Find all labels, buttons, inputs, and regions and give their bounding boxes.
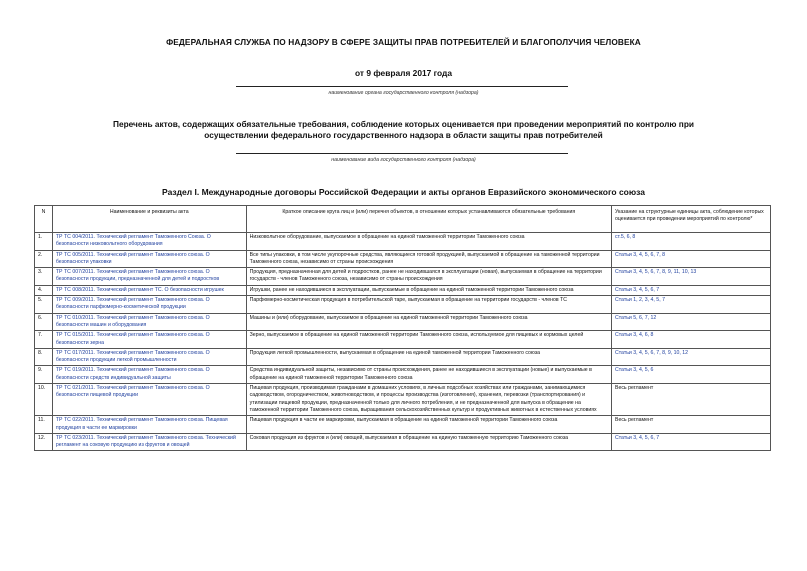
act-description: Парфюмерно-косметическая продукция в потребительской таре, выпускаемая в обращение на территории государств - членов ТС	[246, 296, 611, 314]
act-description: Зерно, выпускаемое в обращение на единой таможенной территории Таможенного союза, используемое для пищевых и кормовых целей	[246, 331, 611, 349]
act-link[interactable]: ТР ТС 004/2011. Технический регламент Таможенного Союза. О безопасности низковольтного оборудования	[52, 233, 246, 251]
act-link[interactable]: ТР ТС 005/2011. Технический регламент Таможенного союза. О безопасности упаковки	[52, 250, 246, 268]
structural-units[interactable]: Статьи 3, 4, 5, 6, 7	[611, 285, 770, 295]
row-number: 5.	[35, 296, 53, 314]
row-number: 10.	[35, 384, 53, 416]
underline-divider	[236, 153, 568, 154]
act-link[interactable]: ТР ТС 015/2011. Технический регламент Таможенного союза. О безопасности зерна	[52, 331, 246, 349]
act-description: Игрушки, ранее не находившиеся в эксплуатации, выпускаемые в обращение на единой таможенной территории Таможенного союза	[246, 285, 611, 295]
table-row	[35, 285, 771, 295]
agency-title: ФЕДЕРАЛЬНАЯ СЛУЖБА ПО НАДЗОРУ В СФЕРЕ ЗАЩИТЫ ПРАВ ПОТРЕБИТЕЛЕЙ И БЛАГОПОЛУЧИЯ ЧЕЛОВЕКА	[166, 37, 641, 47]
act-description: Машины и (или) оборудование, выпускаемое в обращение на единой таможенной территории Таможенного союза	[246, 313, 611, 331]
row-number: 11.	[35, 416, 53, 434]
structural-units[interactable]: Статьи 3, 4, 6, 8	[611, 331, 770, 349]
table-row	[35, 296, 771, 314]
row-number: 12.	[35, 433, 53, 451]
column-header-structural-units: Указание на структурные единицы акта, соблюдение которых оценивается при проведении мероприятий по контролю*	[611, 206, 770, 233]
row-number: 9.	[35, 366, 53, 384]
list-title: Перечень актов, содержащих обязательные требования, соблюдение которых оценивается при проведении мероприятий по контролю при осуществлении федерального государственного надзора в области защиты прав потребителей	[113, 119, 694, 140]
table-header-row	[35, 206, 771, 233]
column-header-number: N	[35, 206, 53, 233]
row-number: 3.	[35, 268, 53, 286]
structural-units: Весь регламент	[611, 384, 770, 416]
act-description: Пищевая продукция в части ее маркировки, выпускаемая в обращение на единой таможенной территории Таможенного союза	[246, 416, 611, 434]
row-number: 6.	[35, 313, 53, 331]
act-link[interactable]: ТР ТС 019/2011. Технический регламент Таможенного союза. О безопасности средств индивидуальной защиты	[52, 366, 246, 384]
table-row	[35, 384, 771, 416]
structural-units[interactable]: ст.5, 6, 8	[611, 233, 770, 251]
table-row	[35, 313, 771, 331]
act-description: Средства индивидуальной защиты, независимо от страны происхождения, ранее не находившиеся в эксплуатации (новые) и выпускаемые в обращение на единой таможенной территории Таможенного союза	[246, 366, 611, 384]
column-header-description: Краткое описание круга лиц и (или) перечня объектов, в отношении которых устанавливаются обязательные требования	[246, 206, 611, 233]
act-link[interactable]: ТР ТС 008/2011. Технический регламент ТС. О безопасности игрушек	[52, 285, 246, 295]
act-link[interactable]: ТР ТС 023/2011. Технический регламент Таможенного союза. Технический регламент на соковую продукцию из фруктов и овощей	[52, 433, 246, 451]
act-link[interactable]: ТР ТС 007/2011. Технический регламент Таможенного союза. О безопасности продукции, предназначенной для детей и подростков	[52, 268, 246, 286]
act-description: Продукция, предназначенная для детей и подростков, ранее не находившаяся в эксплуатации (новая), выпускаемая в обращение на территории государств - членов Таможенного союза, независимо от страны происхождения	[246, 268, 611, 286]
control-type-caption: наименование вида государственного контроля (надзора)	[331, 157, 476, 163]
act-description: Соковая продукция из фруктов и (или) овощей, выпускаемая в обращение на единую таможенную территорию Таможенного союза	[246, 433, 611, 451]
row-number: 1.	[35, 233, 53, 251]
agency-caption: наименование органа государственного контроля (надзора)	[328, 90, 479, 96]
table-row	[35, 366, 771, 384]
structural-units[interactable]: Статьи 3, 4, 5, 6, 7	[611, 433, 770, 451]
act-description: Пищевая продукция, производимая гражданами в домашних условиях, в личных подсобных хозяйствах или гражданами, занимающимися садоводством, огородничеством, животноводством, и процессы производства (изготовления), хранения, перевозки (транспортирования) и утилизации пищевой продукции, предназначенной только для личного потребления, и не предназначенной для выпуска в обращение на таможенной территории Таможенного союза, выращивания сельскохозяйственных культур и продуктивных животных в естественных условиях	[246, 384, 611, 416]
act-link[interactable]: ТР ТС 021/2011. Технический регламент Таможенного союза. О безопасности пищевой продукции	[52, 384, 246, 416]
act-description: Все типы упаковки, в том числе укупорочные средства, являющиеся готовой продукцией, выпускаемой в обращение на таможенной территории Таможенного союза, независимо от страны происхождения	[246, 250, 611, 268]
table-row	[35, 268, 771, 286]
act-description: Низковольтное оборудование, выпускаемое в обращение на единой таможенной территории Таможенного союза	[246, 233, 611, 251]
act-link[interactable]: ТР ТС 022/2011. Технический регламент Таможенного союза. Пищевая продукция в части ее маркировки	[52, 416, 246, 434]
document-date: от 9 февраля 2017 года	[355, 68, 452, 78]
structural-units[interactable]: Статьи 3, 4, 5, 6, 7, 8, 9, 11, 10, 13	[611, 268, 770, 286]
table-row	[35, 348, 771, 366]
column-header-act: Наименование и реквизиты акта	[52, 206, 246, 233]
table-body	[35, 233, 771, 451]
act-description: Продукция легкой промышленности, выпускаемая в обращение на единой таможенной территории Таможенного союза	[246, 348, 611, 366]
structural-units: Весь регламент	[611, 416, 770, 434]
row-number: 7.	[35, 331, 53, 349]
table-row	[35, 331, 771, 349]
act-link[interactable]: ТР ТС 010/2011. Технический регламент Таможенного союза. О безопасности машин и оборудования	[52, 313, 246, 331]
structural-units[interactable]: Статьи 3, 4, 5, 6	[611, 366, 770, 384]
row-number: 2.	[35, 250, 53, 268]
table-row	[35, 416, 771, 434]
structural-units[interactable]: Статьи 3, 4, 5, 6, 7, 8	[611, 250, 770, 268]
structural-units[interactable]: Статьи 1, 2, 3, 4, 5, 7	[611, 296, 770, 314]
act-link[interactable]: ТР ТС 017/2011. Технический регламент Таможенного союза. О безопасности продукции легкой промышленности	[52, 348, 246, 366]
section-title: Раздел I. Международные договоры Российской Федерации и акты органов Евразийского экономического союза	[162, 187, 645, 197]
table-row	[35, 233, 771, 251]
acts-table	[34, 205, 771, 451]
row-number: 8.	[35, 348, 53, 366]
underline-divider	[236, 86, 568, 87]
table-row	[35, 250, 771, 268]
structural-units[interactable]: Статьи 3, 4, 5, 6, 7, 8, 9, 10, 12	[611, 348, 770, 366]
structural-units[interactable]: Статьи 5, 6, 7, 12	[611, 313, 770, 331]
act-link[interactable]: ТР ТС 009/2011. Технический регламент Таможенного союза. О безопасности парфюмерно-косметической продукции	[52, 296, 246, 314]
table-row	[35, 433, 771, 451]
row-number: 4.	[35, 285, 53, 295]
